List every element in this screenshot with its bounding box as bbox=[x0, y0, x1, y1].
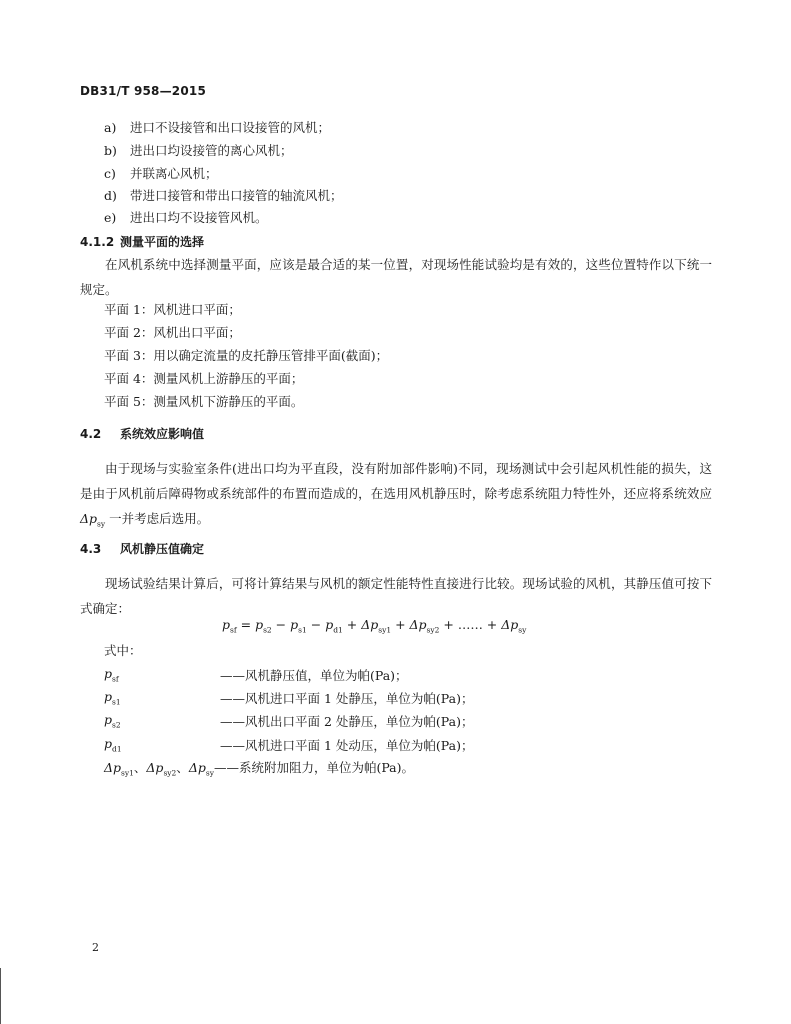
list-marker: b) bbox=[104, 143, 117, 158]
body-text: 一并考虑后选用。 bbox=[105, 511, 210, 526]
subscript: d1 bbox=[112, 744, 122, 754]
list-item: 平面 4：测量风机上游静压的平面； bbox=[104, 371, 304, 386]
section-title: 风机静压值确定 bbox=[120, 542, 205, 556]
subscript: sf bbox=[230, 625, 237, 635]
symbol-letter: p bbox=[104, 712, 113, 727]
scan-edge-mark bbox=[0, 968, 1, 1024]
symbol bbox=[188, 760, 214, 778]
separator: 、 bbox=[133, 760, 147, 775]
symbol-letter: p bbox=[104, 666, 113, 681]
formula-operator: − bbox=[306, 617, 326, 632]
symbol-letter: p bbox=[104, 736, 113, 751]
symbol: Δp bbox=[80, 511, 98, 526]
section-number: 4.1.2 bbox=[80, 235, 115, 249]
list-marker: c) bbox=[104, 166, 116, 181]
subscript: s2 bbox=[263, 625, 272, 635]
list-item: 平面 3：用以确定流量的皮托静压管排平面(截面)； bbox=[104, 348, 389, 363]
section-title: 系统效应影响值 bbox=[120, 427, 205, 441]
section-heading-4-3 bbox=[80, 540, 204, 557]
section-number: 4.3 bbox=[80, 542, 102, 556]
document-header-id: DB31/T 958—2015 bbox=[80, 84, 206, 98]
subscript: s1 bbox=[298, 625, 307, 635]
subscript: sy bbox=[518, 625, 527, 635]
formula-term: p bbox=[290, 617, 299, 632]
symbol-description: ——风机进口平面 1 处动压，单位为帕(Pa)； bbox=[220, 738, 474, 753]
formula-term: Δp bbox=[501, 617, 519, 632]
list-marker: a) bbox=[104, 120, 117, 135]
where-label: 式中： bbox=[104, 643, 142, 658]
section-4-3-intro: 现场试验结果计算后，可将计算结果与风机的额定性能特性直接进行比较。现场试验的风机，其静压值可按下式确定： bbox=[80, 576, 712, 616]
symbol bbox=[104, 760, 134, 778]
subscript: sy1 bbox=[121, 768, 134, 778]
subscript: d1 bbox=[333, 625, 343, 635]
list-marker: e) bbox=[104, 210, 117, 225]
subscript: s1 bbox=[112, 697, 121, 707]
list-text: 进口不设接管和出口设接管的风机； bbox=[130, 120, 331, 135]
list-text: 进出口均不设接管风机。 bbox=[130, 210, 268, 225]
formula-operator: = bbox=[236, 617, 256, 632]
formula-term: p bbox=[222, 617, 231, 632]
formula-operator: + …… + bbox=[439, 617, 502, 632]
subscript: sy2 bbox=[163, 768, 177, 778]
separator: 、 bbox=[176, 760, 189, 775]
subscript: sy2 bbox=[426, 625, 440, 635]
body-text: 由于现场与实验室条件(进出口均为平直段，没有附加部件影响)不同，现场测试中会引起风机性能的损失，这是由于风机前后障碍物或系统部件的布置而造成的，在选用风机静压时，除考虑系统阻力特性外，还应将系统效应 bbox=[80, 461, 712, 501]
symbol-description: ——系统附加阻力，单位为帕(Pa)。 bbox=[213, 760, 414, 775]
section-heading-4-2 bbox=[80, 425, 204, 442]
formula-term: p bbox=[255, 617, 264, 632]
symbol-delta-p bbox=[80, 511, 106, 529]
section-4-2-body bbox=[80, 456, 712, 537]
symbol-row bbox=[104, 760, 414, 782]
symbol-description: ——风机静压值，单位为帕(Pa)； bbox=[220, 668, 408, 683]
section-4-1-2-intro: 在风机系统中选择测量平面，应该是最合适的某一位置，对现场性能试验均是有效的，这些位置特作以下统一规定。 bbox=[80, 257, 712, 297]
formula-term: Δp bbox=[409, 617, 427, 632]
section-number: 4.2 bbox=[80, 427, 102, 441]
subscript: s2 bbox=[112, 720, 121, 730]
section-heading-4-1-2 bbox=[80, 233, 204, 250]
formula-term: Δp bbox=[361, 617, 379, 632]
subscript: sy1 bbox=[378, 625, 392, 635]
list-marker: d) bbox=[104, 188, 117, 203]
symbol-letter: p bbox=[104, 689, 113, 704]
symbol-letter: Δp bbox=[188, 760, 206, 775]
symbol bbox=[104, 666, 119, 684]
formula-term: p bbox=[325, 617, 334, 632]
subscript: sf bbox=[112, 674, 119, 684]
symbol-description: ——风机出口平面 2 处静压，单位为帕(Pa)； bbox=[220, 714, 474, 729]
section-title: 测量平面的选择 bbox=[120, 235, 205, 249]
symbol-letter: Δp bbox=[104, 760, 122, 775]
subscript: sy bbox=[205, 768, 214, 778]
formula-operator: + bbox=[391, 617, 410, 632]
page-number: 2 bbox=[92, 941, 99, 954]
static-pressure-formula bbox=[222, 617, 526, 635]
symbol bbox=[104, 736, 122, 754]
list-text: 带进口接管和带出口接管的轴流风机； bbox=[130, 188, 343, 203]
formula-operator: − bbox=[271, 617, 291, 632]
symbol-letter: Δp bbox=[146, 760, 164, 775]
subscript: sy bbox=[97, 519, 106, 529]
symbol bbox=[104, 689, 121, 707]
list-item: 平面 1：风机进口平面； bbox=[104, 302, 241, 317]
symbol bbox=[146, 760, 177, 778]
list-item: 平面 5：测量风机下游静压的平面。 bbox=[104, 394, 304, 409]
list-item: 平面 2：风机出口平面； bbox=[104, 325, 241, 340]
symbol-description: ——风机进口平面 1 处静压，单位为帕(Pa)； bbox=[220, 691, 474, 706]
symbol bbox=[104, 712, 121, 730]
list-text: 进出口均设接管的离心风机； bbox=[130, 143, 293, 158]
formula-operator: + bbox=[342, 617, 362, 632]
list-text: 并联离心风机； bbox=[130, 166, 218, 181]
